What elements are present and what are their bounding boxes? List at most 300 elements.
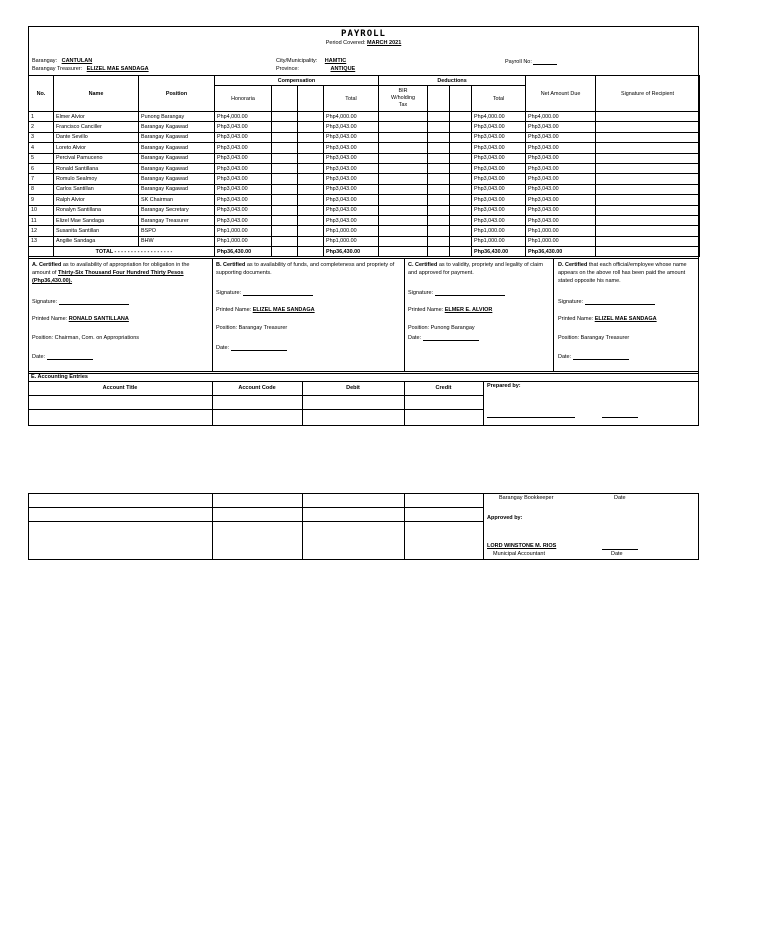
cert-bottom-rule xyxy=(28,371,699,372)
cont-col-rule xyxy=(302,493,303,560)
row-comp-total: Php3,043.00 xyxy=(324,132,379,142)
treasurer-value: ELIZEL MAE SANDAGA xyxy=(86,66,149,72)
cert-d-position: Position: Barangay Treasurer xyxy=(558,335,630,341)
cert-d-signature xyxy=(558,298,655,305)
signature-blank xyxy=(585,298,655,305)
cert-a-signature-label: Signature: xyxy=(32,299,58,305)
row-blank xyxy=(450,122,472,132)
cont-col-rule xyxy=(212,493,213,560)
city-label: City/Municipality: xyxy=(276,58,318,64)
row-position: Barangay Secretary xyxy=(139,205,215,215)
row-blank xyxy=(298,174,324,184)
cert-b-text xyxy=(216,261,400,277)
bir-line-2: W/holding xyxy=(391,95,415,101)
cert-c-position: Position: Punong Barangay xyxy=(408,325,475,331)
col-signature: Signature of Recipient xyxy=(596,76,700,112)
col-honoraria: Honoraria xyxy=(215,86,272,112)
acct-header-debit: Debit xyxy=(346,385,360,391)
cont-row-rule xyxy=(28,507,483,508)
cert-d-date-label: Date: xyxy=(558,354,572,360)
row-blank xyxy=(450,205,472,215)
row-honoraria: Php3,043.00 xyxy=(215,132,272,142)
table-row xyxy=(29,236,700,246)
row-bir-tax xyxy=(379,205,428,215)
table-row xyxy=(29,226,700,236)
row-blank xyxy=(428,236,450,246)
row-blank xyxy=(272,112,298,122)
row-ded-total: Php3,043.00 xyxy=(472,153,526,163)
row-no: 11 xyxy=(29,215,54,225)
total-deductions: Php36,430.00 xyxy=(472,247,526,257)
cert-a-date-label: Date: xyxy=(32,354,46,360)
cert-b-printed-name xyxy=(216,307,315,313)
row-signature[interactable] xyxy=(596,122,700,132)
cert-b-lead: B. Certified xyxy=(216,262,246,268)
table-row xyxy=(29,112,700,122)
cert-c-printed-label: Printed Name: xyxy=(408,307,444,313)
row-blank xyxy=(272,195,298,205)
row-comp-total: Php3,043.00 xyxy=(324,174,379,184)
row-honoraria: Php3,043.00 xyxy=(215,184,272,194)
row-signature[interactable] xyxy=(596,163,700,173)
row-signature[interactable] xyxy=(596,153,700,163)
row-no: 10 xyxy=(29,205,54,215)
row-blank xyxy=(298,205,324,215)
row-blank xyxy=(450,112,472,122)
total-blank xyxy=(379,247,428,257)
row-signature[interactable] xyxy=(596,205,700,215)
row-net: Php3,043.00 xyxy=(526,143,596,153)
row-blank xyxy=(428,184,450,194)
cert-top-rule xyxy=(28,258,699,259)
row-net: Php1,000.00 xyxy=(526,236,596,246)
row-ded-total: Php3,043.00 xyxy=(472,195,526,205)
signature-blank xyxy=(435,289,505,296)
row-bir-tax xyxy=(379,215,428,225)
cert-c-text xyxy=(408,261,550,277)
row-honoraria: Php3,043.00 xyxy=(215,174,272,184)
totals-row xyxy=(29,247,700,257)
payroll-no-field xyxy=(505,58,557,65)
row-signature[interactable] xyxy=(596,236,700,246)
row-position: Barangay Treasurer xyxy=(139,215,215,225)
row-position: Punong Barangay xyxy=(139,112,215,122)
row-blank xyxy=(298,184,324,194)
col-compensation: Compensation xyxy=(215,76,379,86)
cert-c-body: as to validity, propriety and legality of claim and approved for payment. xyxy=(408,262,544,276)
date-blank xyxy=(231,344,287,351)
row-no: 1 xyxy=(29,112,54,122)
col-position: Position xyxy=(139,76,215,112)
cert-b-position: Position: Barangay Treasurer xyxy=(216,325,288,331)
cert-divider-2 xyxy=(404,258,405,371)
cert-b-name: ELIZEL MAE SANDAGA xyxy=(252,307,315,313)
date-blank xyxy=(47,353,93,360)
total-blank xyxy=(428,247,450,257)
prepared-by-signature-line xyxy=(487,411,575,418)
row-no: 5 xyxy=(29,153,54,163)
row-position: BSPO xyxy=(139,226,215,236)
row-bir-tax xyxy=(379,153,428,163)
row-signature[interactable] xyxy=(596,195,700,205)
row-comp-total: Php1,000.00 xyxy=(324,236,379,246)
row-ded-total: Php1,000.00 xyxy=(472,226,526,236)
cert-a-body: as to availability of appropriation for obligation in the amount of xyxy=(32,262,190,276)
row-blank xyxy=(428,226,450,236)
row-honoraria: Php3,043.00 xyxy=(215,153,272,163)
row-no: 2 xyxy=(29,122,54,132)
row-blank xyxy=(450,215,472,225)
row-blank xyxy=(428,195,450,205)
row-blank xyxy=(450,184,472,194)
acct-header-code: Account Code xyxy=(238,385,276,391)
total-blank xyxy=(272,247,298,257)
row-blank xyxy=(298,122,324,132)
row-honoraria: Php3,043.00 xyxy=(215,163,272,173)
row-blank xyxy=(428,132,450,142)
row-signature[interactable] xyxy=(596,184,700,194)
cert-d-printed-label: Printed Name: xyxy=(558,316,594,322)
col-net-amount: Net Amount Due xyxy=(526,76,596,112)
cert-b-printed-label: Printed Name: xyxy=(216,307,252,313)
row-net: Php3,043.00 xyxy=(526,122,596,132)
cert-a-printed-label: Printed Name: xyxy=(32,316,68,322)
row-comp-total: Php3,043.00 xyxy=(324,163,379,173)
cert-d-date xyxy=(558,353,629,360)
row-ded-total: Php3,043.00 xyxy=(472,163,526,173)
row-blank xyxy=(272,143,298,153)
row-name: Susanita Santillan xyxy=(54,226,139,236)
row-blank xyxy=(272,226,298,236)
cert-a-printed-name xyxy=(32,316,129,322)
row-signature[interactable] xyxy=(596,132,700,142)
total-honoraria: Php36,430.00 xyxy=(215,247,272,257)
row-blank xyxy=(272,122,298,132)
col-comp-total: Total xyxy=(324,86,379,112)
row-blank xyxy=(450,236,472,246)
col-blank xyxy=(272,86,298,112)
cert-c-printed-name xyxy=(408,307,492,313)
row-honoraria: Php3,043.00 xyxy=(215,215,272,225)
row-name: Ronald Santillana xyxy=(54,163,139,173)
row-ded-total: Php3,043.00 xyxy=(472,174,526,184)
row-bir-tax xyxy=(379,143,428,153)
cert-c-date-label: Date: xyxy=(408,335,422,341)
cert-d-lead: D. Certified xyxy=(558,262,588,268)
cert-b-signature xyxy=(216,289,313,296)
bookkeeper-date-label: Date xyxy=(614,495,626,501)
col-blank xyxy=(298,86,324,112)
row-bir-tax xyxy=(379,184,428,194)
cert-d-name: ELIZEL MAE SANDAGA xyxy=(594,316,657,322)
payroll-no-label: Payroll No: xyxy=(505,59,532,65)
row-comp-total: Php3,043.00 xyxy=(324,195,379,205)
row-blank xyxy=(272,163,298,173)
table-row xyxy=(29,195,700,205)
period-label: Period Covered: xyxy=(325,40,366,46)
row-bir-tax xyxy=(379,236,428,246)
cert-c-lead: C. Certified xyxy=(408,262,438,268)
row-blank xyxy=(450,132,472,142)
col-deductions: Deductions xyxy=(379,76,526,86)
barangay-field xyxy=(32,58,92,64)
row-ded-total: Php3,043.00 xyxy=(472,215,526,225)
row-blank xyxy=(298,215,324,225)
total-net: Php36,430.00 xyxy=(526,247,596,257)
row-blank xyxy=(298,195,324,205)
row-net: Php1,000.00 xyxy=(526,226,596,236)
row-net: Php3,043.00 xyxy=(526,163,596,173)
cert-c-signature xyxy=(408,289,505,296)
cert-c-date xyxy=(408,334,479,341)
total-blank xyxy=(450,247,472,257)
row-honoraria: Php1,000.00 xyxy=(215,236,272,246)
city-value: HAMTIC xyxy=(324,58,347,64)
row-net: Php4,000.00 xyxy=(526,112,596,122)
row-comp-total: Php3,043.00 xyxy=(324,143,379,153)
row-comp-total: Php4,000.00 xyxy=(324,112,379,122)
row-blank xyxy=(428,143,450,153)
row-ded-total: Php3,043.00 xyxy=(472,122,526,132)
cert-a-position: Position: Chairman, Com. on Appropriations xyxy=(32,335,139,341)
row-ded-total: Php3,043.00 xyxy=(472,205,526,215)
accounting-top-rule xyxy=(28,373,699,374)
cert-b-date xyxy=(216,344,287,351)
row-honoraria: Php3,043.00 xyxy=(215,143,272,153)
cont-col-rule xyxy=(483,493,484,560)
cert-d-body: that each official/employee whose name appears on the above roll has been paid the amount stated opposite his name. xyxy=(558,262,687,284)
row-bir-tax xyxy=(379,122,428,132)
col-blank xyxy=(450,86,472,112)
row-position: Barangay Kagawad xyxy=(139,153,215,163)
row-signature[interactable] xyxy=(596,226,700,236)
row-blank xyxy=(272,153,298,163)
row-signature[interactable] xyxy=(596,112,700,122)
cert-c-signature-label: Signature: xyxy=(408,290,434,296)
period-value: MARCH 2021 xyxy=(367,40,402,46)
row-net: Php3,043.00 xyxy=(526,205,596,215)
row-name: Dante Sevillo xyxy=(54,132,139,142)
row-blank xyxy=(428,205,450,215)
row-net: Php3,043.00 xyxy=(526,215,596,225)
col-bir-tax xyxy=(379,86,428,112)
row-honoraria: Php4,000.00 xyxy=(215,112,272,122)
cert-b-signature-label: Signature: xyxy=(216,290,242,296)
row-signature[interactable] xyxy=(596,215,700,225)
row-name: Romulo Sealmoy xyxy=(54,174,139,184)
row-ded-total: Php1,000.00 xyxy=(472,236,526,246)
col-name: Name xyxy=(54,76,139,112)
row-comp-total: Php3,043.00 xyxy=(324,122,379,132)
row-position: SK Chairman xyxy=(139,195,215,205)
row-blank xyxy=(450,153,472,163)
row-name: Elmer Alvior xyxy=(54,112,139,122)
signature-blank xyxy=(59,298,129,305)
payroll-rows xyxy=(29,112,700,247)
accounting-section-title: E. Accounting Entries xyxy=(31,374,88,380)
row-net: Php3,043.00 xyxy=(526,132,596,142)
row-bir-tax xyxy=(379,112,428,122)
payroll-table xyxy=(28,75,700,257)
row-blank xyxy=(298,143,324,153)
total-signature xyxy=(596,247,700,257)
cert-a-lead: A. Certified xyxy=(32,262,62,268)
row-bir-tax xyxy=(379,195,428,205)
row-no: 3 xyxy=(29,132,54,142)
row-blank xyxy=(428,122,450,132)
row-net: Php3,043.00 xyxy=(526,174,596,184)
approved-date-label: Date xyxy=(611,551,623,557)
row-blank xyxy=(272,184,298,194)
row-ded-total: Php3,043.00 xyxy=(472,184,526,194)
row-blank xyxy=(428,153,450,163)
cert-a-date xyxy=(32,353,93,360)
province-label: Province: xyxy=(276,66,299,72)
row-blank xyxy=(298,132,324,142)
row-blank xyxy=(450,195,472,205)
row-blank xyxy=(272,132,298,142)
row-no: 8 xyxy=(29,184,54,194)
col-no: No. xyxy=(29,76,54,112)
treasurer-label: Barangay Treasurer: xyxy=(32,66,83,72)
row-blank xyxy=(428,112,450,122)
col-blank xyxy=(428,86,450,112)
table-row xyxy=(29,215,700,225)
row-position: Barangay Kagawad xyxy=(139,143,215,153)
bookkeeper-label: Barangay Bookkeeper xyxy=(499,495,554,501)
city-field xyxy=(276,58,346,64)
row-signature[interactable] xyxy=(596,174,700,184)
cert-a-amount: Thirty-Six Thousand Four Hundred Thirty Pesos (Php36,430.00). xyxy=(32,270,184,284)
row-position: Barangay Kagawad xyxy=(139,184,215,194)
row-honoraria: Php3,043.00 xyxy=(215,122,272,132)
cont-row-rule xyxy=(28,521,483,522)
total-no-cell xyxy=(29,247,54,257)
row-bir-tax xyxy=(379,174,428,184)
table-row xyxy=(29,143,700,153)
row-no: 9 xyxy=(29,195,54,205)
row-bir-tax xyxy=(379,163,428,173)
prepared-by-date-line xyxy=(602,411,638,418)
row-bir-tax xyxy=(379,132,428,142)
row-comp-total: Php3,043.00 xyxy=(324,153,379,163)
row-no: 7 xyxy=(29,174,54,184)
table-row xyxy=(29,122,700,132)
row-honoraria: Php3,043.00 xyxy=(215,205,272,215)
row-no: 6 xyxy=(29,163,54,173)
col-ded-total: Total xyxy=(472,86,526,112)
cert-c-name: ELMER E. ALVIOR xyxy=(444,307,493,313)
total-blank xyxy=(298,247,324,257)
row-blank xyxy=(428,163,450,173)
cert-d-text xyxy=(558,261,696,285)
barangay-label: Barangay: xyxy=(32,58,58,64)
row-blank xyxy=(450,226,472,236)
row-ded-total: Php3,043.00 xyxy=(472,132,526,142)
accounting-title-rule xyxy=(28,381,699,382)
period-covered xyxy=(28,40,699,46)
total-comp: Php36,430.00 xyxy=(324,247,379,257)
row-name: Elizel Mae Sandaga xyxy=(54,215,139,225)
signature-blank xyxy=(243,289,313,296)
row-blank xyxy=(450,143,472,153)
row-ded-total: Php3,043.00 xyxy=(472,143,526,153)
row-ded-total: Php4,000.00 xyxy=(472,112,526,122)
acct-header-credit: Credit xyxy=(435,385,452,391)
page-title: PAYROLL xyxy=(341,29,386,39)
row-comp-total: Php1,000.00 xyxy=(324,226,379,236)
table-row xyxy=(29,174,700,184)
accountant-name: LORD WINSTONE M. RIOS xyxy=(487,543,557,549)
row-name: Loreto Alvior xyxy=(54,143,139,153)
acct-row-rule xyxy=(28,409,483,410)
row-name: Ralph Alvior xyxy=(54,195,139,205)
date-blank xyxy=(573,353,629,360)
cont-col-rule xyxy=(404,493,405,560)
row-blank xyxy=(272,205,298,215)
prepared-by-label: Prepared by: xyxy=(487,383,521,389)
province-value: ANTIQUE xyxy=(330,66,356,72)
row-no: 13 xyxy=(29,236,54,246)
table-row xyxy=(29,205,700,215)
row-blank xyxy=(428,215,450,225)
table-row xyxy=(29,163,700,173)
row-blank xyxy=(298,153,324,163)
cert-a-name: RONALD SANTILLANA xyxy=(68,316,129,322)
acct-header-title: Account Title xyxy=(102,385,138,391)
cert-divider-1 xyxy=(212,258,213,371)
accounting-continuation-frame xyxy=(28,493,699,560)
cert-d-printed-name xyxy=(558,316,657,322)
cert-divider-3 xyxy=(553,258,554,371)
row-position: Barangay Kagawad xyxy=(139,132,215,142)
payroll-no-blank xyxy=(533,58,557,65)
table-row xyxy=(29,184,700,194)
barangay-value: CANTULAN xyxy=(61,58,93,64)
accountant-title: Municipal Accountant xyxy=(493,551,545,557)
row-net: Php3,043.00 xyxy=(526,184,596,194)
row-name: Carlos Santillan xyxy=(54,184,139,194)
row-position: Barangay Kagawad xyxy=(139,163,215,173)
row-signature[interactable] xyxy=(596,143,700,153)
row-blank xyxy=(272,174,298,184)
row-honoraria: Php1,000.00 xyxy=(215,226,272,236)
row-no: 12 xyxy=(29,226,54,236)
province-field xyxy=(276,66,355,72)
bir-line-3: Tax xyxy=(398,102,408,108)
row-position: BHW xyxy=(139,236,215,246)
cert-a-signature xyxy=(32,298,129,305)
row-name: Francisco Canciller xyxy=(54,122,139,132)
row-blank xyxy=(428,174,450,184)
row-no: 4 xyxy=(29,143,54,153)
row-blank xyxy=(298,112,324,122)
row-blank xyxy=(298,236,324,246)
approved-by-label: Approved by: xyxy=(487,515,523,521)
row-comp-total: Php3,043.00 xyxy=(324,184,379,194)
treasurer-field xyxy=(32,66,149,72)
row-comp-total: Php3,043.00 xyxy=(324,215,379,225)
row-position: Barangay Kagawad xyxy=(139,122,215,132)
bir-line-1: BIR xyxy=(398,88,408,94)
date-blank xyxy=(423,334,479,341)
row-position: Barangay Kagawad xyxy=(139,174,215,184)
row-name: Ronalyn Santillana xyxy=(54,205,139,215)
table-row xyxy=(29,153,700,163)
row-name: Percival Pamuceno xyxy=(54,153,139,163)
cert-b-date-label: Date: xyxy=(216,345,230,351)
cert-d-signature-label: Signature: xyxy=(558,299,584,305)
